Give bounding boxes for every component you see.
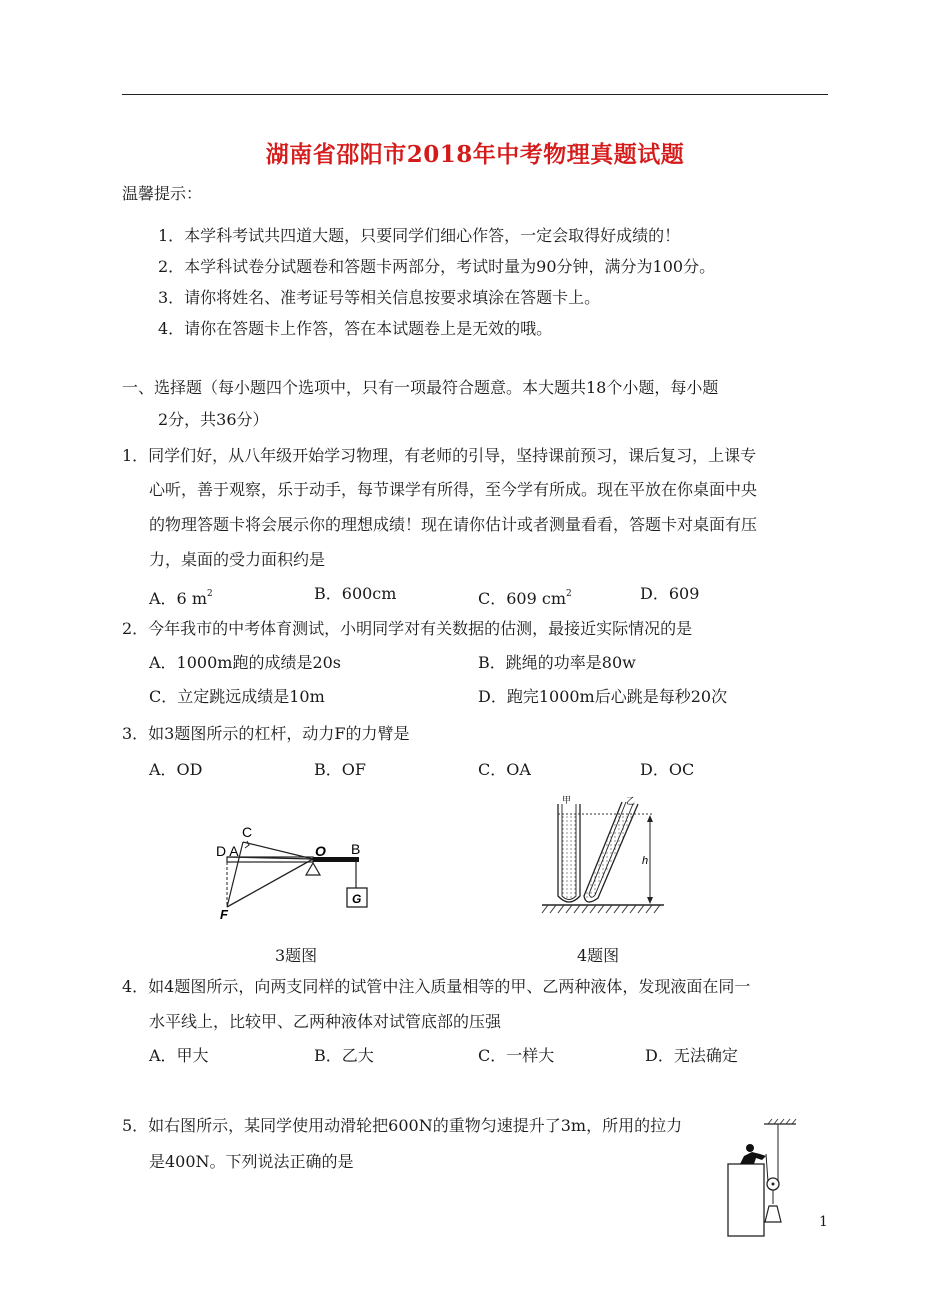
q1-option-b: B．600cm <box>314 584 397 603</box>
q2-option-d: D．跑完1000m后心跳是每秒20次 <box>478 687 728 706</box>
page-number: 1 <box>819 1214 828 1230</box>
label-f: F <box>220 907 228 922</box>
page-title: 湖南省邵阳市2018年中考物理真题试题 <box>265 141 685 168</box>
q4-option-b: B．乙大 <box>314 1046 374 1065</box>
tip-item: 4．请你在答题卡上作答，答在本试题卷上是无效的哦。 <box>158 319 553 338</box>
q3-option-b: B．OF <box>314 760 366 779</box>
header-rule <box>122 94 828 95</box>
q4-option-a: A．甲大 <box>149 1046 209 1065</box>
label-da: D A <box>216 843 239 859</box>
q1-option-a: A．6 $m^2$ <box>149 589 213 608</box>
label-g: G <box>352 892 362 906</box>
question-4-line: 4．如4题图所示，向两支同样的试管中注入质量相等的甲、乙两种液体，发现液面在同一 <box>122 977 751 996</box>
person-icon <box>740 1152 766 1164</box>
lever-figure <box>205 815 385 925</box>
question-1-line: 心听，善于观察，乐于动手，每节课学有所得，至今学有所成。现在平放在你桌面中央 <box>149 480 758 499</box>
fulcrum-icon <box>306 863 320 875</box>
person-head-icon <box>746 1144 754 1152</box>
question-3-stem: 3．如3题图所示的杠杆，动力F的力臂是 <box>122 724 410 743</box>
question-4-line: 水平线上，比较甲、乙两种液体对试管底部的压强 <box>149 1012 502 1031</box>
figure-4-caption: 4题图 <box>577 946 620 965</box>
q3-option-a: A．OD <box>149 760 203 779</box>
question-2-stem: 2．今年我市的中考体育测试，小明同学对有关数据的估测，最接近实际情况的是 <box>122 619 693 638</box>
q2-option-c: C．立定跳远成绩是10m <box>149 687 325 706</box>
q1-option-d: D．609 <box>640 584 700 603</box>
label-h: h <box>642 855 649 867</box>
tips-heading: 温馨提示： <box>122 184 203 203</box>
q4-option-c: C．一样大 <box>478 1046 555 1065</box>
tip-item: 2．本学科试卷分试题卷和答题卡两部分，考试时量为90分钟，满分为100分。 <box>158 257 716 276</box>
figure-3-caption: 3题图 <box>275 946 318 965</box>
pulley-figure <box>726 1118 800 1238</box>
q3-option-d: D．OC <box>640 760 695 779</box>
q2-option-a: A．1000m跑的成绩是20s <box>149 653 342 672</box>
test-tubes-figure <box>538 792 668 916</box>
q4-option-d: D．无法确定 <box>645 1046 738 1065</box>
question-1-line: 的物理答题卡将会展示你的理想成绩！现在请你估计或者测量看看，答题卡对桌面有压 <box>149 515 758 534</box>
label-b: B <box>351 841 361 857</box>
question-1-line: 1．同学们好，从八年级开始学习物理，有老师的引导，坚持课前预习，课后复习，上课专 <box>122 446 757 465</box>
section-heading: 一、选择题（每小题四个选项中，只有一项最符合题意。本大题共18个小题，每小题 <box>122 378 719 397</box>
tip-item: 1．本学科考试共四道大题，只要同学们细心作答，一定会取得好成绩的！ <box>158 226 681 245</box>
label-yi: 乙 <box>626 796 636 806</box>
label-c: C <box>242 824 253 840</box>
label-o: O <box>315 843 326 859</box>
q1-option-c: C．609 $cm^2$ <box>478 589 572 608</box>
q2-option-b: B．跳绳的功率是80w <box>478 653 636 672</box>
tip-item: 3．请你将姓名、准考证号等相关信息按要求填涂在答题卡上。 <box>158 288 601 307</box>
q3-option-c: C．OA <box>478 760 531 779</box>
weight-icon <box>765 1206 781 1222</box>
section-heading-cont: 2分，共36分） <box>158 410 269 429</box>
question-5-line: 5．如右图所示，某同学使用动滑轮把600N的重物匀速提升了3m，所用的拉力 <box>122 1116 683 1135</box>
label-jia: 甲 <box>562 795 572 805</box>
question-5-line: 是400N。下列说法正确的是 <box>149 1152 354 1171</box>
platform <box>728 1164 764 1236</box>
question-1-line: 力，桌面的受力面积约是 <box>149 550 326 569</box>
